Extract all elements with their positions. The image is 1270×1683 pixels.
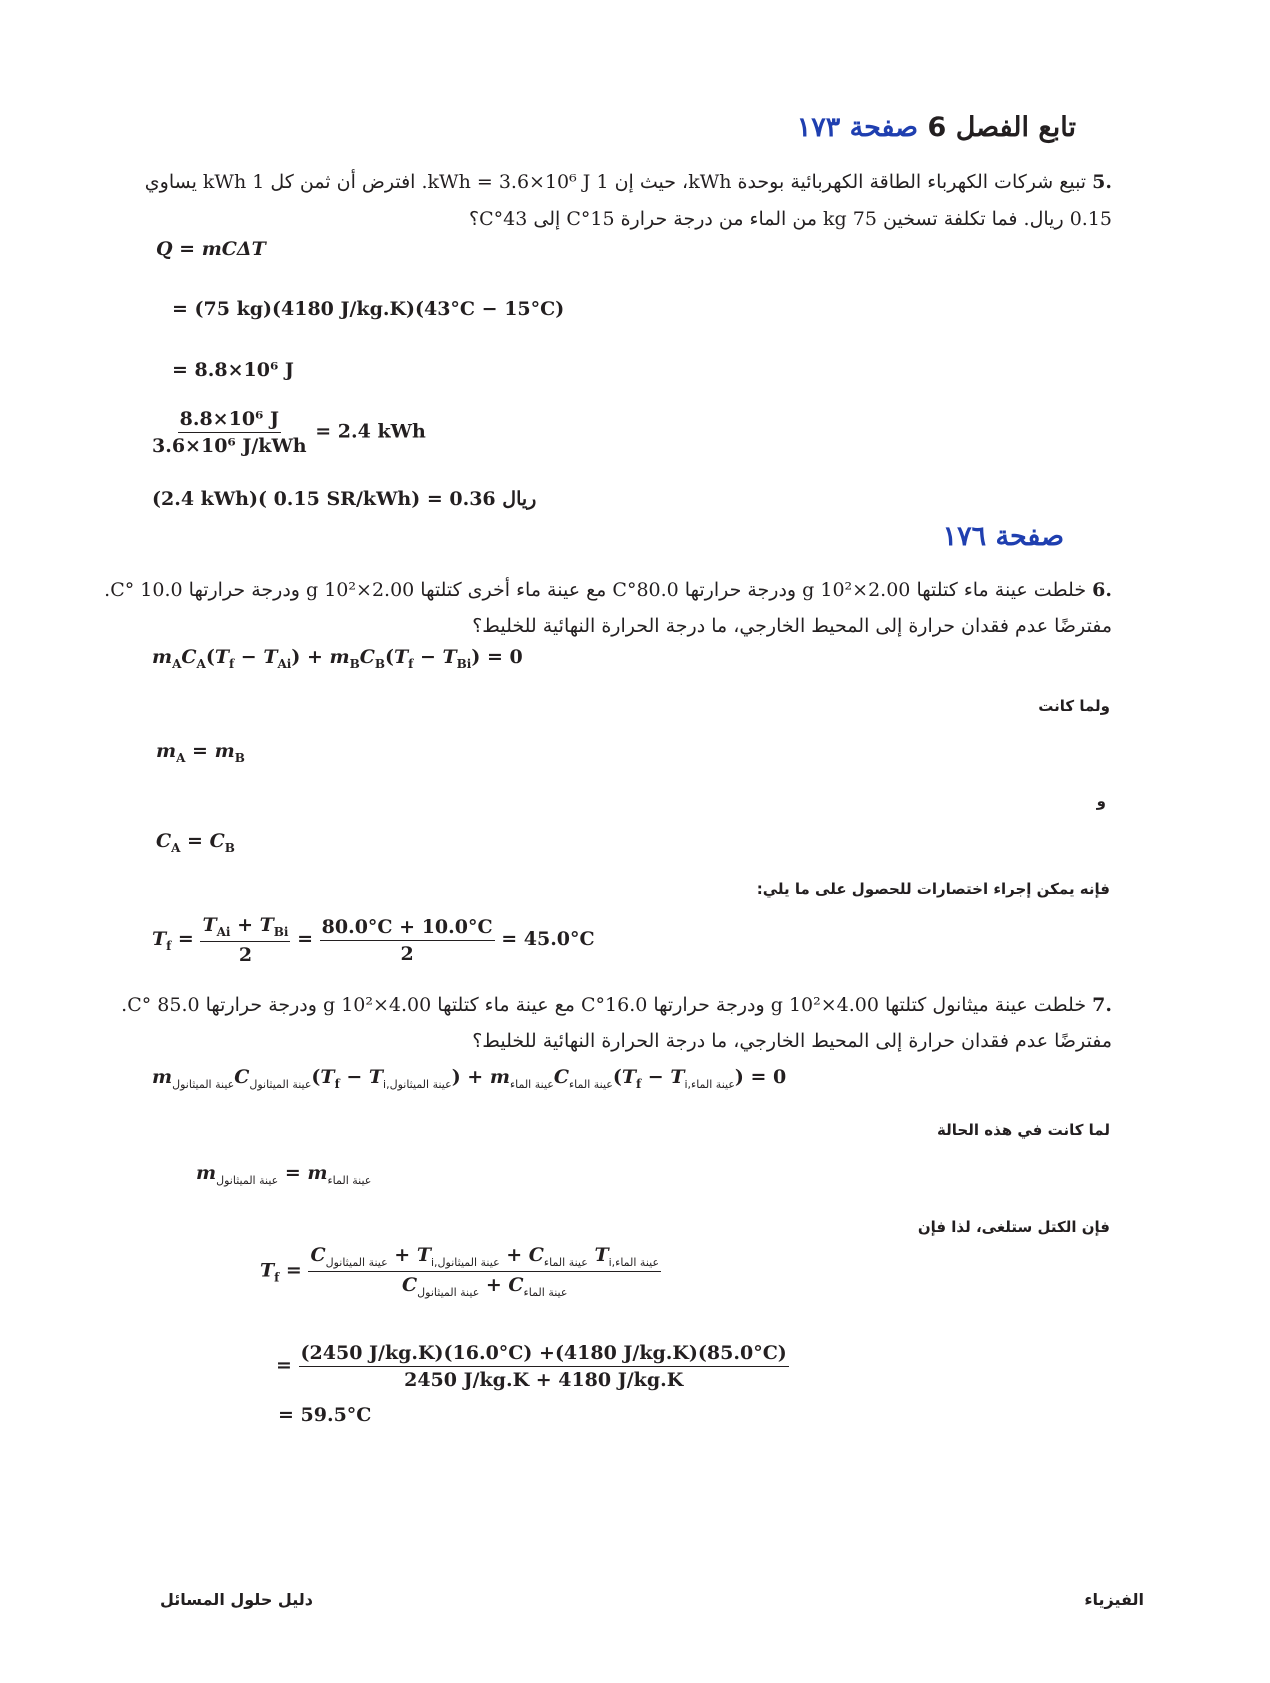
p5-eq5: (2.4 kWh)( 0.15 SR/kWh) = 0.36 ريال — [152, 488, 537, 510]
header-page: صفحة ١٧٣ — [796, 112, 919, 143]
p5-eq3: = 8.8×10⁶ J — [172, 359, 294, 381]
problem7-line1: .7 خلطت عينة ميثانول كتلتها 4.00×10² g ودرجة حرارتها 16.0°C مع عينة ماء كتلتها 4.00×10² g ودرجة حرارتها 85.0 °C. — [121, 994, 1112, 1016]
chapter-number: 6 — [927, 112, 947, 143]
p7-eq2: $m_{عينة الميثانول} = m_{عينة الماء}$ — [196, 1162, 372, 1187]
p7-eq4: = $\frac{(2450 J/kg.K)(16.0^\circ C) +(4180 J/kg.K)(85.0^\circ C)}{2450 J/kg.K + 4180 J/kg.K}$ — [276, 1342, 787, 1391]
p6-note2: و — [1096, 792, 1106, 810]
p5-eq4: $\frac{\text{8.8×10⁶ J}}{\text{3.6×10⁶ J/kWh}}$ = 2.4 kWh — [152, 408, 426, 457]
p7-note1: لما كانت في هذه الحالة — [937, 1121, 1110, 1139]
p7-eq3: $T_f$ = $C_{عينة الميثانول} + T_{i,عينة الميثانول} + C_{عينة الماء}$ $T_{i,عينة الماء}$ $C_{عينة الميثانول} + C_{عينة الماء}$ — [260, 1244, 660, 1299]
problem5-text2: 0.15 ريال. فما تكلفة تسخين 75 kg من الماء من درجة حرارة 15°C إلى 43°C؟ — [469, 208, 1112, 230]
footer-left: دليل حلول المسائل — [160, 1590, 313, 1609]
p6-eq2: $m_A = m_B$ — [156, 740, 245, 765]
problem6-line1: .6 خلطت عينة ماء كتلتها 2.00×10² g ودرجة حرارتها 80.0°C مع عينة ماء أخرى كتلتها 2.00×10² g ودرجة حرارتها 10.0 °C. — [104, 579, 1112, 601]
problem6-line2: مفترضًا عدم فقدان حرارة إلى المحيط الخارجي، ما درجة الحرارة النهائية للخليط؟ — [472, 615, 1112, 637]
p6-eq3: $C_A = C_B$ — [156, 830, 235, 855]
p6-note3: فإنه يمكن إجراء اختصارات للحصول على ما يلي: — [756, 880, 1110, 898]
p7-eq1: $m_{عينة الميثانول}C_{عينة الميثانول}(T_f - T_{i,عينة الميثانول}) + m_{عينة الماء}C_{عينة الماء}(T_f - T_{i,عينة الماء}) = 0$ — [152, 1066, 787, 1091]
p5-fraction: $\frac{\text{8.8×10⁶ J}}{\text{3.6×10⁶ J/kWh}}$ — [152, 408, 307, 457]
p7-fraction2: $\frac{(2450 J/kg.K)(16.0^\circ C) +(4180 J/kg.K)(85.0^\circ C)}{2450 J/kg.K + 4180 J/kg.K}$ — [300, 1342, 787, 1391]
p7-fraction1: $C_{عينة الميثانول} + T_{i,عينة الميثانول} + C_{عينة الماء}$ $T_{i,عينة الماء}$ $C_{عينة الميثانول} + C_{عينة الماء}$ — [310, 1244, 660, 1299]
footer-right: الفيزياء — [1084, 1590, 1144, 1609]
section2-title: صفحة ١٧٦ — [942, 521, 1064, 552]
header-title: تابع الفصل — [955, 112, 1076, 143]
p7-result: = 59.5°C — [278, 1404, 372, 1426]
p6-eq4: $T_f$ = $\frac{T_{Ai} + T_{Bi}}{2}$ = $\frac{80.0^\circ C + 10.0^\circ C}{2}$ = 45.0°C — [152, 914, 595, 966]
problem5-line2 — [469, 203, 1112, 235]
p6-eq1: $m_AC_A(T_f - T_{Ai}) + m_BC_B(T_f - T_{Bi}) = 0$ — [152, 646, 523, 671]
problem5-line1 — [145, 166, 1112, 198]
p6-note1: ولما كانت — [1038, 697, 1110, 715]
p5-eq1: Q = mCΔT — [156, 238, 266, 260]
problem5-number: .5 — [1092, 171, 1112, 193]
p5-eq2: = (75 kg)(4180 J/kg.K)(43°C − 15°C) — [172, 298, 565, 320]
problem5-text1: تبيع شركات الكهرباء الطاقة الكهربائية بوحدة kWh، حيث إن 1 kWh = 3.6×10⁶ J. افترض أن ثمن كل 1 kWh يساوي — [144, 171, 1087, 193]
p6-fraction2: $\frac{80.0^\circ C + 10.0^\circ C}{2}$ — [321, 915, 493, 965]
page-header — [797, 112, 1076, 143]
problem7-line2: مفترضًا عدم فقدان حرارة إلى المحيط الخارجي، ما درجة الحرارة النهائية للخليط؟ — [472, 1030, 1112, 1052]
p7-note2: فإن الكتل ستلغى، لذا فإن — [917, 1218, 1110, 1236]
p6-fraction1: $\frac{T_{Ai} + T_{Bi}}{2}$ — [202, 914, 289, 966]
